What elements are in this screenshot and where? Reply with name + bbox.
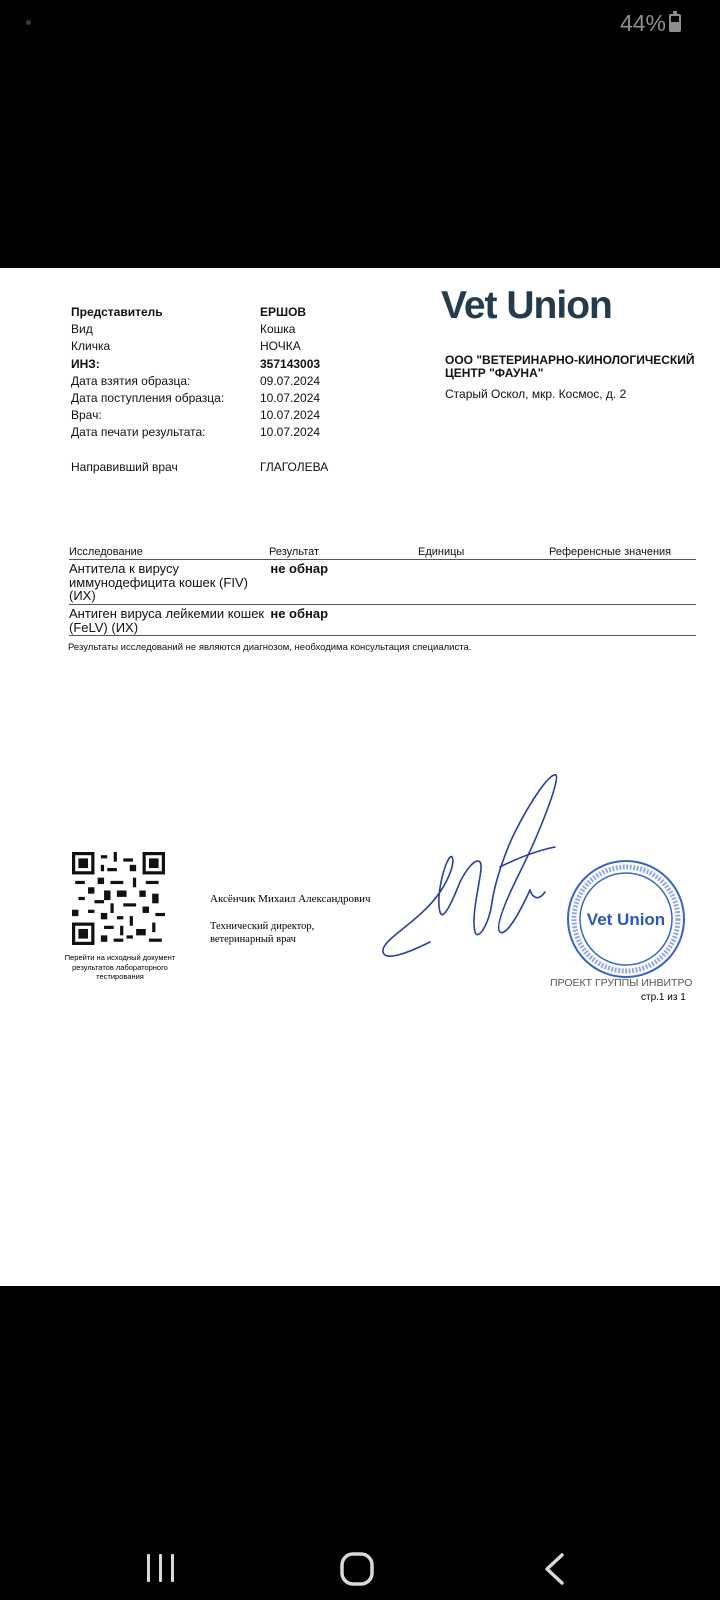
results-table — [69, 546, 696, 636]
header-test: Исследование — [69, 546, 143, 558]
info-row — [71, 373, 320, 390]
info-value: 10.07.2024 — [260, 390, 321, 405]
document-page — [0, 268, 720, 1286]
info-label: Дата взятия образца: — [71, 373, 191, 388]
info-label: Дата поступления образца: — [71, 390, 225, 405]
info-label: ИНЗ: — [71, 356, 100, 371]
info-label: Дата печати результата: — [71, 425, 206, 440]
director-name: Аксёнчик Михаил Александрович — [210, 893, 371, 905]
info-value: 10.07.2024 — [260, 408, 321, 423]
header-units: Единицы — [418, 546, 465, 558]
battery-icon — [669, 14, 681, 32]
org-name: ООО "ВЕТЕРИНАРНО-КИНОЛОГИЧЕСКИЙ ЦЕНТР "ФАУНА" — [445, 353, 695, 380]
info-row — [71, 424, 320, 441]
referrer-value: ГЛАГОЛЕВА — [260, 460, 329, 474]
status-bar — [0, 0, 720, 48]
battery-percent: 44% — [619, 10, 666, 36]
org-address: Старый Оскол, мкр. Космос, д. 2 — [445, 387, 627, 401]
info-label: Кличка — [71, 339, 111, 354]
info-value: 357143003 — [260, 356, 321, 371]
info-row — [71, 390, 320, 407]
page-number: стр.1 из 1 — [641, 992, 686, 1003]
signature-image — [380, 772, 570, 967]
table-header — [69, 546, 696, 560]
info-value: 10.07.2024 — [260, 425, 321, 440]
info-label: Врач: — [71, 408, 102, 423]
row-result: не обнар — [270, 561, 329, 576]
patient-info — [71, 304, 320, 442]
header-reference: Референсные значения — [549, 546, 672, 558]
row-reference — [549, 562, 696, 604]
back-icon[interactable] — [542, 1552, 566, 1586]
stamp-image — [565, 858, 687, 980]
row-test: Антитела к вирусу иммунодефицита кошек (FIV) (ИХ) — [69, 561, 248, 603]
info-value: 09.07.2024 — [260, 373, 321, 388]
table-row — [69, 560, 696, 605]
info-value: НОЧКА — [260, 339, 301, 354]
recents-icon[interactable] — [145, 1552, 177, 1584]
info-row — [71, 407, 320, 424]
info-row — [71, 321, 320, 338]
referrer-row — [71, 460, 328, 474]
qr-code[interactable] — [72, 852, 165, 945]
navigation-bar — [0, 1530, 720, 1600]
info-value: Кошка — [260, 322, 296, 337]
vet-union-logo: Vet Union — [441, 284, 612, 327]
info-value: ЕРШОВ — [260, 305, 307, 319]
table-row — [69, 605, 696, 636]
referrer-label: Направивший врач — [71, 460, 178, 474]
notification-dot — [26, 20, 31, 25]
row-units — [419, 562, 550, 604]
director-title: Технический директор, ветеринарный врач — [210, 921, 315, 945]
qr-caption: Перейти на исходный документ результатов лабораторного тестирования — [64, 953, 176, 981]
info-row — [71, 304, 320, 321]
info-row — [71, 338, 320, 355]
row-reference — [549, 607, 696, 635]
row-units — [419, 607, 550, 635]
header-result: Результат — [269, 546, 320, 558]
row-result: не обнар — [270, 606, 329, 621]
info-row — [71, 356, 320, 373]
stamp-text: Vet Union — [586, 910, 666, 929]
info-label: Представитель — [71, 305, 163, 319]
info-label: Вид — [71, 322, 93, 337]
disclaimer: Результаты исследований не являются диагнозом, необходима консультация специалиста. — [68, 642, 472, 653]
home-icon[interactable] — [340, 1552, 374, 1586]
project-label: ПРОЕКТ ГРУППЫ ИНВИТРО — [550, 977, 693, 989]
row-test: Антиген вируса лейкемии кошек (FeLV) (ИХ) — [69, 606, 265, 635]
